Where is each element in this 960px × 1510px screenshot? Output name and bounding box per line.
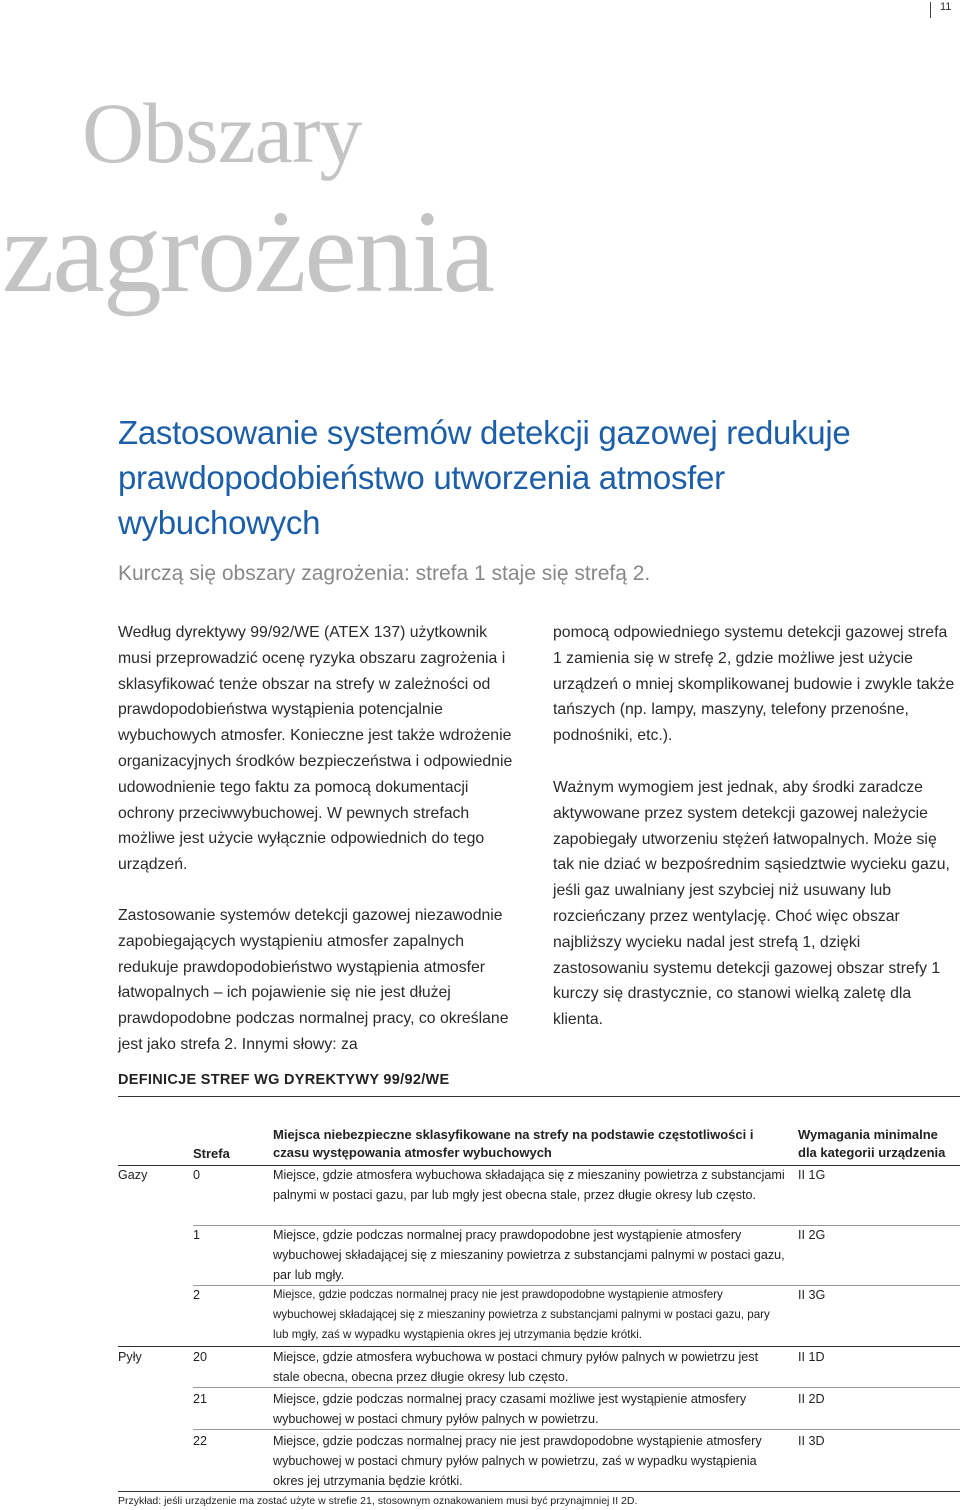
table-cell-description: Miejsce, gdzie atmosfera wybuchowa w postaci chmury pyłów palnych w powietrzu jest stale obecna, obecna przez długie okresy lub często. [273, 1350, 759, 1384]
table-footnote: Przykład: jeśli urządzenie ma zostać użyte w strefie 21, stosownym oznakowaniem musi być przynajmniej II 2D. [118, 1495, 638, 1507]
table-row-rule [193, 1429, 960, 1430]
column-header-zone: Strefa [193, 1146, 230, 1161]
table-cell-zone: 22 [193, 1434, 208, 1448]
table-cell-description: Miejsce, gdzie podczas normalnej pracy nie jest prawdopodobne wystąpienie atmosfery wybuchowej składającej się z mieszaniny powietrza z substancjami palnymi w postaci gazu, pary lub mgły, zaś w wypadku wystąpienia okres jej utrzymania będzie krótki. [273, 1288, 770, 1341]
page-number-text: 11 [940, 1, 952, 13]
body-paragraph: Według dyrektywy 99/92/WE (ATEX 137) użytkownik musi przeprowadzić ocenę ryzyka obszaru zagrożenia i sklasyfikować tenże obszar na strefy w zależności od prawdopodobieństwa wystąpienia potencjalnie wybuchowych atmosfer. Konieczne jest także wdrożenie organizacyjnych środków bezpieczeństwa i odpowiednie udowodnienie tego faktu za pomocą dokumentacji ochrony przeciwwybuchowej. W pewnych strefach możliwe jest użycie wyłącznie odpowiednich do tego urządzeń. [118, 624, 513, 874]
table-cell-description: Miejsce, gdzie podczas normalnej pracy czasami możliwe jest wystąpienie atmosfery wybuchowej w postaci chmury pyłów palnych w powietrzu. [273, 1392, 747, 1426]
page-number-divider [930, 2, 931, 18]
table-cell-description: Miejsce, gdzie atmosfera wybuchowa składająca się z mieszaniny powietrza z substancjami palnymi w postaci gazu, par lub mgły jest obecna stale, przez długie okresy lub często. [273, 1168, 785, 1202]
column-header-description: Miejsca niebezpieczne sklasyfikowane na strefy na podstawie częstotliwości i czasu występowania atmosfer wybuchowych [273, 1127, 754, 1160]
table-cell-category: II 3D [798, 1434, 825, 1448]
lead-text: Kurczą się obszary zagrożenia: strefa 1 staje się strefą 2. [118, 562, 651, 585]
page-title-line-1: Obszary [82, 85, 362, 181]
column-header-category: Wymagania minimalne dla kategorii urządzenia [798, 1127, 946, 1160]
table-cell-category: II 3G [798, 1288, 826, 1302]
table-cell-description: Miejsce, gdzie podczas normalnej pracy prawdopodobne jest wystąpienie atmosfery wybuchowej składającej się z mieszaniny powietrza z substancjami palnymi w postaci gazu, par lub mgły. [273, 1228, 785, 1282]
table-cell-category: II 2D [798, 1392, 825, 1406]
body-paragraph: pomocą odpowiedniego systemu detekcji gazowej strefa 1 zamienia się w strefę 2, gdzie możliwe jest użycie urządzeń o mniej skomplikowanej budowie i zwykle także tańszych (np. lampy, maszyny, telefony przenośne, podnośniki, etc.). [553, 624, 955, 745]
table-cell-zone: 2 [193, 1288, 201, 1302]
table-cell-category: II 2G [798, 1228, 826, 1242]
page-number [930, 0, 960, 20]
body-paragraph: Ważnym wymogiem jest jednak, aby środki zaradcze aktywowane przez system detekcji gazowej należycie zapobiegały utworzeniu stężeń łatwopalnych. Może się tak nie dziać w bezpośrednim sąsiedztwie wycieku gazu, jeśli gaz uwalniany jest szybciej niż usuwany lub rozcieńczany przez wentylację. Choć więc obszar najbliższy wycieku nadal jest strefą 1, dzięki zastosowaniu systemu detekcji gazowej obszar strefy 1 kurczy się drastycznie, co stanowi wielką zaletę dla klienta. [553, 779, 950, 1029]
table-cell-zone: 20 [193, 1350, 208, 1364]
table-heading: DEFINICJE STREF WG DYREKTYWY 99/92/WE [118, 1072, 450, 1088]
table-bottom-rule [118, 1491, 960, 1492]
table-row-rule [193, 1387, 960, 1388]
page-title-line-2: zagrożenia [2, 186, 493, 317]
heading-rule [118, 1096, 960, 1097]
table-cell-zone: 0 [193, 1168, 201, 1182]
table-cell-description: Miejsce, gdzie podczas normalnej pracy nie jest prawdopodobne wystąpienie atmosfery wybuchowej w postaci chmury pyłów palnych w powietrzu, zaś w wypadku wystąpienia okres jej utrzymania będzie krótki. [273, 1434, 762, 1488]
table-cell-category: II 1G [798, 1168, 826, 1182]
table-cell-category: II 1D [798, 1350, 825, 1364]
table-cell-zone: 21 [193, 1392, 208, 1406]
table-group-label: Pyły [118, 1350, 142, 1364]
body-paragraph: Zastosowanie systemów detekcji gazowej niezawodnie zapobiegających wystąpieniu atmosfer zapalnych redukuje prawdopodobieństwo wystąpienia atmosfer łatwopalnych – ich pojawienie się nie jest dłużej prawdopodobne podczas normalnej pracy, co określane jest jako strefa 2. Innymi słowy: za [118, 907, 509, 1053]
table-cell-zone: 1 [193, 1228, 201, 1242]
table-group-label: Gazy [118, 1168, 148, 1182]
section-subtitle: Zastosowanie systemów detekcji gazowej redukuje prawdopodobieństwo utworzenia atmosfer wybuchowych [118, 414, 851, 541]
